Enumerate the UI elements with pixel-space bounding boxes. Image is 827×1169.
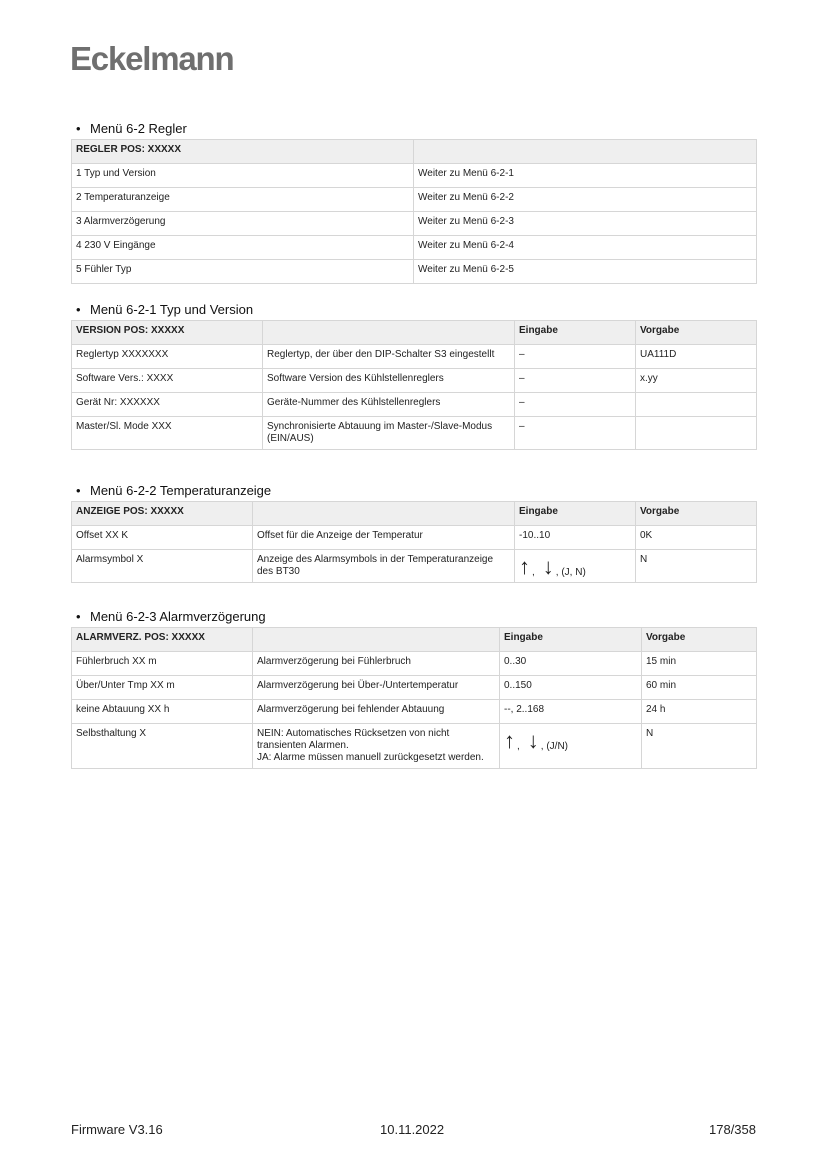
table-cell (636, 417, 757, 450)
table-cell: Weiter zu Menü 6-2-1 (414, 164, 757, 188)
table-row (72, 369, 757, 393)
table-cell: Reglertyp XXXXXXX (72, 345, 263, 369)
table-cell: 1 Typ und Version (72, 164, 414, 188)
table-cell: N (642, 724, 757, 769)
header-cell: Eingabe (515, 502, 636, 526)
table-row (72, 417, 757, 450)
section-title-text: Menü 6-2 Regler (90, 121, 187, 136)
table-row (72, 393, 757, 417)
header-cell (414, 140, 757, 164)
table-anzeige (71, 501, 757, 583)
selbsthaltung-line: JA: Alarme müssen manuell zurückgesetzt werden. (257, 752, 484, 763)
table-row (72, 260, 757, 284)
table-cell: 0K (636, 526, 757, 550)
table-cell-selbsthaltung (253, 724, 500, 769)
footer-page-number: 178/358 (709, 1122, 756, 1137)
table-header-row (72, 628, 757, 652)
table-cell: 0..150 (500, 676, 642, 700)
table-cell: Synchronisierte Abtauung im Master-/Slave-Modus (EIN/AUS) (263, 417, 515, 450)
table-row (72, 164, 757, 188)
header-cell: REGLER POS: XXXXX (72, 140, 414, 164)
arrow-up-icon: ↑ (504, 728, 515, 753)
table-cell: Weiter zu Menü 6-2-2 (414, 188, 757, 212)
table-cell: 4 230 V Eingänge (72, 236, 414, 260)
selbsthaltung-line: NEIN: Automatisches Rücksetzen von nicht transienten Alarmen. (257, 728, 450, 751)
table-header-row (72, 321, 757, 345)
table-cell: Software Version des Kühlstellenreglers (263, 369, 515, 393)
table-cell: Über/Unter Tmp XX m (72, 676, 253, 700)
table-version (71, 320, 757, 450)
table-cell: 24 h (642, 700, 757, 724)
header-cell: Eingabe (500, 628, 642, 652)
table-alarmverz (71, 627, 757, 769)
table-cell: Selbsthaltung X (72, 724, 253, 769)
table-cell: keine Abtauung XX h (72, 700, 253, 724)
table-cell: Geräte-Nummer des Kühlstellenreglers (263, 393, 515, 417)
header-cell: Vorgabe (636, 321, 757, 345)
table-cell: 5 Fühler Typ (72, 260, 414, 284)
table-header-row (72, 140, 757, 164)
table-regler (71, 139, 757, 284)
table-cell: 0..30 (500, 652, 642, 676)
table-cell: – (515, 369, 636, 393)
section-title-6-2-3: • Menü 6-2-3 Alarmverzögerung (76, 609, 266, 624)
table-cell: Software Vers.: XXXX (72, 369, 263, 393)
table-cell: UA111D (636, 345, 757, 369)
header-cell (253, 628, 500, 652)
arrow-separator: , (532, 567, 535, 578)
table-cell: Offset XX K (72, 526, 253, 550)
table-cell: Weiter zu Menü 6-2-5 (414, 260, 757, 284)
header-cell: Vorgabe (636, 502, 757, 526)
arrow-suffix: , (J, N) (555, 567, 586, 578)
arrow-separator: , (517, 741, 520, 752)
table-cell: Weiter zu Menü 6-2-3 (414, 212, 757, 236)
table-cell: 2 Temperaturanzeige (72, 188, 414, 212)
arrow-down-icon: ↓ (542, 554, 554, 579)
header-cell: Vorgabe (642, 628, 757, 652)
brand-logo: Eckelmann (70, 40, 234, 77)
section-title-text: Menü 6-2-1 Typ und Version (90, 302, 254, 317)
table-row (72, 236, 757, 260)
table-cell: Gerät Nr: XXXXXX (72, 393, 263, 417)
table-cell: Alarmverzögerung bei Fühlerbruch (253, 652, 500, 676)
footer-date: 10.11.2022 (380, 1122, 445, 1137)
table-cell: -10..10 (515, 526, 636, 550)
header-cell (263, 321, 515, 345)
arrow-up-icon: ↑ (519, 554, 530, 579)
header-cell: VERSION POS: XXXXX (72, 321, 263, 345)
arrow-suffix: , (J/N) (540, 741, 568, 752)
table-row (72, 526, 757, 550)
header-cell (253, 502, 515, 526)
table-cell: Fühlerbruch XX m (72, 652, 253, 676)
section-title-6-2-1: • Menü 6-2-1 Typ und Version (76, 302, 254, 317)
table-cell: Anzeige des Alarmsymbols in der Temperaturanzeige des BT30 (253, 550, 515, 583)
table-cell: – (515, 393, 636, 417)
table-row (72, 724, 757, 769)
table-cell: --, 2..168 (500, 700, 642, 724)
header-cell: ALARMVERZ. POS: XXXXX (72, 628, 253, 652)
table-cell: Alarmverzögerung bei fehlender Abtauung (253, 700, 500, 724)
table-cell: 60 min (642, 676, 757, 700)
table-row (72, 676, 757, 700)
table-cell: Weiter zu Menü 6-2-4 (414, 236, 757, 260)
table-cell: – (515, 417, 636, 450)
table-cell (636, 393, 757, 417)
table-row (72, 188, 757, 212)
table-row (72, 345, 757, 369)
section-title-text: Menü 6-2-2 Temperaturanzeige (90, 483, 272, 498)
table-cell-arrows (500, 724, 642, 769)
section-title-6-2-2: • Menü 6-2-2 Temperaturanzeige (76, 483, 272, 498)
table-cell: 15 min (642, 652, 757, 676)
table-header-row (72, 502, 757, 526)
table-cell: 3 Alarmverzögerung (72, 212, 414, 236)
arrow-down-icon: ↓ (527, 728, 539, 753)
header-cell: Eingabe (515, 321, 636, 345)
table-cell: Reglertyp, der über den DIP-Schalter S3 eingestellt (263, 345, 515, 369)
table-cell: – (515, 345, 636, 369)
footer-firmware: Firmware V3.16 (71, 1122, 163, 1137)
section-title-6-2: • Menü 6-2 Regler (76, 121, 187, 136)
table-cell: Master/Sl. Mode XXX (72, 417, 263, 450)
table-row (72, 550, 757, 583)
table-row (72, 212, 757, 236)
table-row (72, 700, 757, 724)
table-cell: N (636, 550, 757, 583)
table-cell-arrows (515, 550, 636, 583)
header-cell: ANZEIGE POS: XXXXX (72, 502, 253, 526)
table-cell: Offset für die Anzeige der Temperatur (253, 526, 515, 550)
table-row (72, 652, 757, 676)
table-cell: Alarmverzögerung bei Über-/Untertemperatur (253, 676, 500, 700)
table-cell: x.yy (636, 369, 757, 393)
table-cell: Alarmsymbol X (72, 550, 253, 583)
section-title-text: Menü 6-2-3 Alarmverzögerung (90, 609, 266, 624)
